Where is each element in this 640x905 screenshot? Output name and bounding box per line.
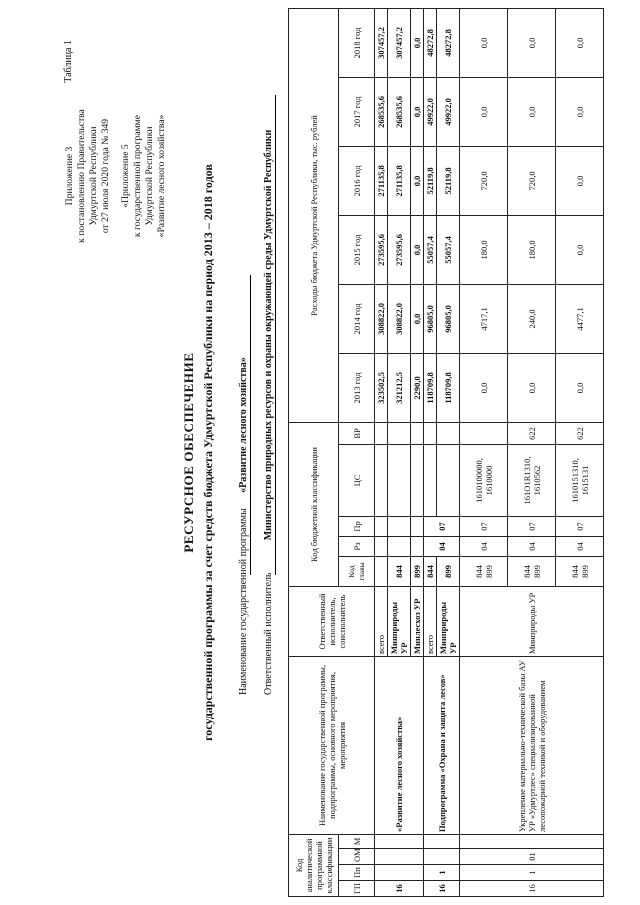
- table-row: Минлесхоз УР 899 2290,0 0,0 0,0 0,0 0,0 0,0: [411, 8, 424, 896]
- year-2018-header: 2018 год: [339, 8, 375, 77]
- executor-value: Министерство природных ресурсов и охраны окружающей среды Удмуртской Республики: [263, 95, 276, 575]
- expenses-header: Расходы бюджета Удмуртской Республики, тыс. рублей: [289, 8, 339, 422]
- executor-label: Ответственный исполнитель: [263, 572, 274, 695]
- appendix-note: Приложение 3 к постановлению Правительства Удмуртской Республики от 27 июля 2020 года № 349 «Приложение 5 к государственной программе Удмуртской Республики «Развитие лесного хозяйства»: [64, 109, 167, 243]
- year-2014-header: 2014 год: [339, 284, 375, 353]
- resource-table: [288, 8, 604, 897]
- pp-header: Пп: [339, 865, 375, 881]
- analytic-code-header: Код аналитической программной классификации: [289, 834, 339, 896]
- document-subtitle: государственной программы за счет средств бюджета Удмуртской Республики на период 2013 – 2018 годов: [201, 164, 215, 741]
- rz-header: Рз: [339, 536, 375, 556]
- table-row: 16 1 Подпрограмма «Охрана и защита лесов» всего 844 04 07 118709,8 96805,0 55057,4 52119,8 49922,0 48272,8: [424, 8, 437, 896]
- table-row: 16 1 01 Укрепление материально-технической базы АУ УР «Удмуртлес» специализированной лесопожарной техникой и оборудованием Минприроды УР 844 899 04 07 1610100000, 1610000 0,0 4717,1 180,0 720,0 0,0 0,0: [460, 8, 508, 896]
- cs-header: ЦС: [339, 444, 375, 516]
- year-2015-header: 2015 год: [339, 215, 375, 284]
- budget-code-header: Код бюджетной классификации: [289, 422, 339, 586]
- table-row: Минприроды УР 899 118709,8 96805,0 55057,4 52119,8 49922,0 48272,8: [437, 8, 460, 896]
- grbs-header: Код главы: [339, 556, 375, 586]
- table-number: Таблица 1: [63, 40, 74, 83]
- gp-header: ГП: [339, 881, 375, 897]
- program-value: «Развитие лесного хозяйства»: [238, 275, 251, 575]
- table-row: Минприроды УР 844 321212,5 308822,0 273595,6 271135,8 268535,6 307457,2: [388, 8, 411, 896]
- m-header: М: [339, 834, 375, 848]
- document-title: РЕСУРСНОЕ ОБЕСПЕЧЕНИЕ: [181, 352, 196, 553]
- year-2016-header: 2016 год: [339, 146, 375, 215]
- table-row: 844 899 04 07 1610151310, 1615131 622 0,0 4477,1 0,0 0,0 0,0 0,0: [556, 8, 604, 896]
- om-header: ОМ: [339, 849, 375, 865]
- year-2013-header: 2013 год: [339, 353, 375, 422]
- table-row: 16 «Развитие лесного хозяйства» всего 323502,5 308822,0 273595,6 271135,8 268535,6 307457,2: [375, 8, 388, 896]
- program-label: Наименование государственной программы: [238, 508, 249, 695]
- year-2017-header: 2017 год: [339, 77, 375, 146]
- pr-header: Пр: [339, 516, 375, 536]
- table-row: 844 899 04 07 161О1R1310, 1610562 622 0,0 240,0 180,0 720,0 0,0 0,0: [508, 8, 556, 896]
- responsible-header: Ответственный исполнитель, соисполнитель: [289, 586, 375, 656]
- name-header: Наименование государственной программы, подпрограммы, основного мероприятия, мероприятия: [289, 656, 375, 834]
- vr-header: ВР: [339, 422, 375, 444]
